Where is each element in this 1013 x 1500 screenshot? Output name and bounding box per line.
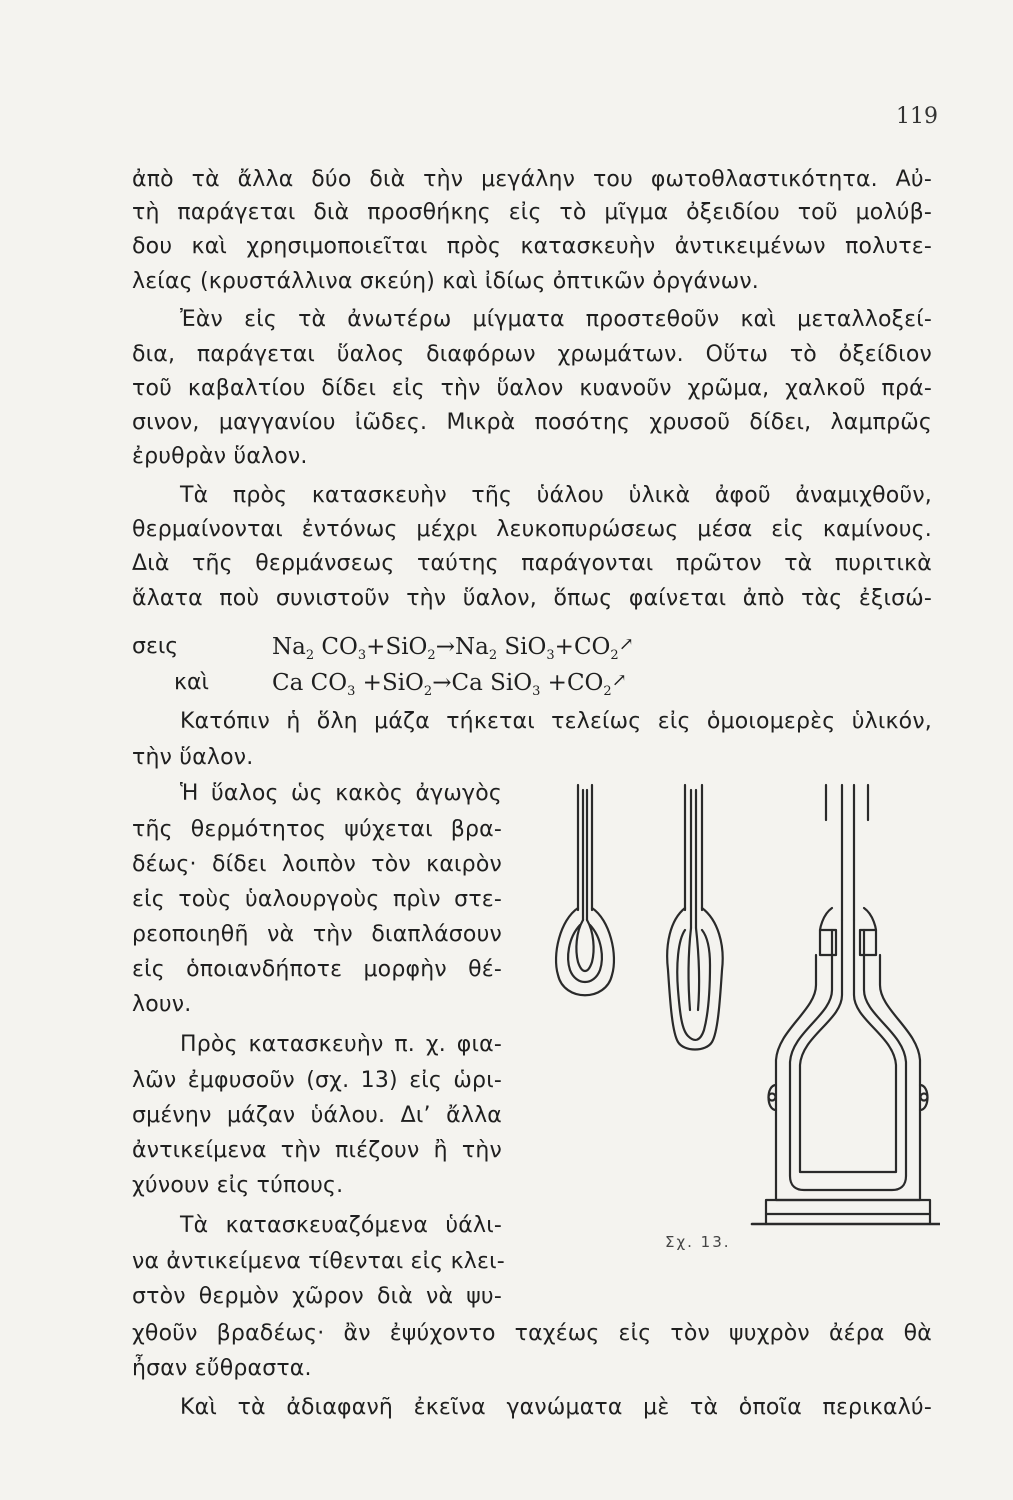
text-line: ἐρυθρὰν ὕαλον. — [132, 444, 308, 469]
equation-2: Ca $CO_3 +SiO_2\to Ca$ $SiO_3 +CO_2↗$ — [272, 670, 627, 699]
page-number: 119 — [896, 104, 938, 129]
text-line: λῶν ἐμφυσοῦν (σχ. 13) εἰς ὡρι- — [132, 1068, 502, 1093]
text-line: ἅλατα ποὺ συνιστοῦν τὴν ὕαλον, ὅπως φαίνεται ἀπὸ τὰς ἐξισώ- — [132, 586, 932, 611]
text-line: Κατόπιν ἡ ὅλη μάζα τήκεται τελείως εἰς ὁμοιομερὲς ὑλικόν, — [180, 709, 932, 734]
text-line: εἰς τοὺς ὑαλουργοὺς πρὶν στε- — [132, 887, 502, 912]
text-line: ρεοποιηθῆ νὰ τὴν διαπλάσουν — [132, 922, 502, 947]
text-line: Ἡ ὕαλος ὡς κακὸς ἀγωγὸς — [180, 781, 502, 806]
equation-label: σεις — [132, 634, 179, 659]
text-line: σινον, μαγγανίου ἰῶδες. Μικρὰ ποσότης χρυσοῦ δίδει, λαμπρῶς — [132, 410, 932, 435]
text-line: σμένην μάζαν ὑάλου. Δι’ ἄλλα — [132, 1103, 502, 1128]
text-line: χθοῦν βραδέως· ἂν ἐψύχοντο ταχέως εἰς τὸν ψυχρὸν ἀέρα θὰ — [132, 1321, 932, 1346]
text-line: λείας (κρυστάλλινα σκεύη) καὶ ἰδίως ὀπτικῶν ὀργάνων. — [132, 269, 760, 294]
text-line: Τὰ πρὸς κατασκευὴν τῆς ὑάλου ὑλικὰ ἀφοῦ ἀναμιχθοῦν, — [180, 483, 932, 508]
text-line: Πρὸς κατασκευὴν π. χ. φια- — [180, 1032, 502, 1057]
glassblowing-figure — [520, 780, 940, 1250]
text-line: εἰς ὁποιανδήποτε μορφὴν θέ- — [132, 957, 502, 982]
text-line: ἀπὸ τὰ ἄλλα δύο διὰ τὴν μεγάλην του φωτοθλαστικότητα. Αὐ- — [132, 167, 932, 192]
text-line: δέως· δίδει λοιπὸν τὸν καιρὸν — [132, 852, 502, 877]
gas-arrow-icon: ↗ — [618, 634, 634, 655]
text-line: ἀντικείμενα τὴν πιέζουν ἢ τὴν — [132, 1138, 502, 1163]
blowpipe-stage-1 — [556, 785, 614, 995]
text-line: θερμαίνονται ἐντόνως μέχρι λευκοπυρώσεως μέσα εἰς καμίνους. — [132, 517, 932, 542]
figure-caption: Σχ. 13. — [665, 1233, 731, 1251]
text-line: δου καὶ χρησιμοποιεῖται πρὸς κατασκευὴν ἀντικειμένων πολυτε- — [132, 234, 932, 259]
text-line: δια, παράγεται ὕαλος διαφόρων χρωμάτων. Οὕτω τὸ ὀξείδιον — [132, 342, 932, 367]
text-line: χύνουν εἰς τύπους. — [132, 1173, 344, 1198]
gas-arrow-icon: ↗ — [611, 670, 627, 691]
text-line: ἦσαν εὔθραστα. — [132, 1356, 312, 1381]
text-line: τὴ παράγεται διὰ προσθήκης εἰς τὸ μῖγμα ὀξειδίου τοῦ μολύβ- — [132, 200, 932, 225]
text-line: τῆς θερμότητος ψύχεται βρα- — [132, 817, 502, 842]
equation-label: καὶ — [174, 670, 209, 695]
text-line: Καὶ τὰ ἀδιαφανῆ ἐκεῖνα γανώματα μὲ τὰ ὁποῖα περικαλύ- — [180, 1395, 932, 1420]
bottle-mould — [752, 785, 940, 1224]
text-line: τοῦ καβαλτίου δίδει εἰς τὴν ὕαλον κυανοῦν χρῶμα, χαλκοῦ πρά- — [132, 376, 932, 401]
text-line: Διὰ τῆς θερμάνσεως ταύτης παράγονται πρῶτον τὰ πυριτικὰ — [132, 551, 932, 576]
text-line: λουν. — [132, 992, 192, 1017]
text-line: τὴν ὕαλον. — [132, 745, 254, 770]
text-line: στὸν θερμὸν χῶρον διὰ νὰ ψυ- — [132, 1284, 502, 1309]
text-line: να ἀντικείμενα τίθενται εἰς κλει- — [132, 1249, 505, 1274]
text-line: Ἐὰν εἰς τὰ ἀνωτέρω μίγματα προστεθοῦν καὶ μεταλλοξεί- — [180, 307, 932, 332]
equation-1: $Na_2$ $CO_3+SiO_2\to Na_2$ $SiO_3+CO_2↗$ — [272, 634, 634, 663]
blowpipe-stage-2 — [667, 785, 723, 1050]
text-line: Τὰ κατασκευαζόμενα ὑάλι- — [180, 1213, 502, 1238]
